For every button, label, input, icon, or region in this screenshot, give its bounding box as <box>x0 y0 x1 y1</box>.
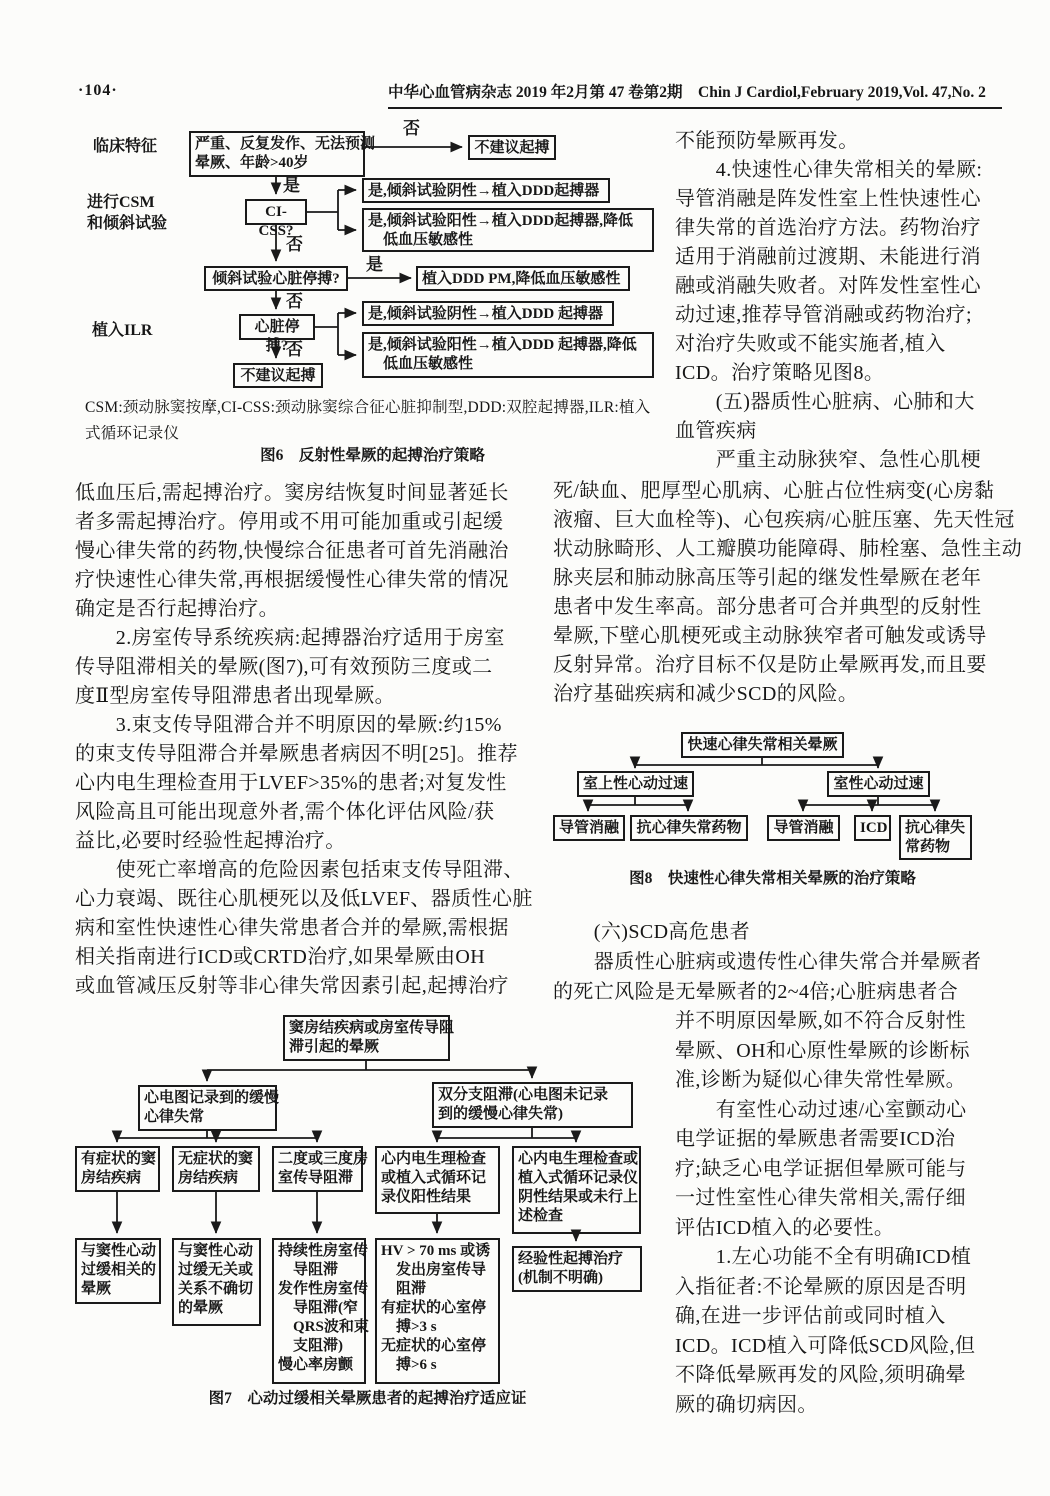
right-column-bottom-text <box>675 1007 993 1420</box>
right-column-line: 的死亡风险是无晕厥者的2~4倍;心脏病患者合 <box>553 981 959 1003</box>
fig7-node-hv70-line: 无症状的心室停 <box>381 1338 487 1354</box>
fig7-caption: 图7 心动过缓相关晕厥患者的起搏治疗适应证 <box>208 1390 527 1407</box>
left-column-line: 低血压后,需起搏治疗。窦房结恢复时间显著延长 <box>75 482 509 504</box>
right-column-line: 厥的确切病因。 <box>675 1393 818 1416</box>
fig6-edge-label-no2: 否 <box>286 235 303 254</box>
fig7-node-hv70-line: HV > 70 ms 或诱 <box>381 1243 491 1259</box>
fig7-node-eps-positive-line: 录仪阳性结果 <box>381 1189 472 1205</box>
fig6-row-label-clinical: 临床特征 <box>93 138 158 155</box>
fig7-node-bbb <box>432 1082 633 1128</box>
left-column-line: 病和室性快速性心律失常患者合并的晕厥,需根据 <box>75 917 509 939</box>
fig7-node-brady-unrelated-line: 的晕厥 <box>178 1300 224 1316</box>
right-column-line: 对治疗失败或不能实施者,植入 <box>675 333 946 355</box>
left-column-line: 相关指南进行ICD或CRTD治疗,如果晕厥由OH <box>75 946 486 968</box>
left-column-line: 传导阻滞相关的晕厥(图7),可有效预防三度或二 <box>75 656 493 678</box>
fig7-node-asymptomatic-snd-line: 无症状的窦 <box>178 1151 254 1167</box>
fig6-edge-label-no4: 否 <box>286 340 303 359</box>
fig7-node-eps-negative <box>512 1146 641 1234</box>
left-column-text <box>75 479 545 1001</box>
right-column-line: (五)器质性心脏病、心肺和大 <box>675 391 975 413</box>
fig6-node-tilt-positive-ddd-line: 是,倾斜试验阳性→植入DDD起搏器,降低 <box>368 213 633 229</box>
right-column-line: 律失常的首选治疗方法。药物治疗 <box>675 217 981 239</box>
fig6-node-start-line: 晕厥、年龄>40岁 <box>195 155 309 171</box>
fig7-node-brady-related <box>75 1238 161 1304</box>
right-column-line: 动过速,推荐导管消融或药物治疗; <box>675 304 972 326</box>
right-column-line: 晕厥,下壁心肌梗死或主动脉狭窄者可触发或诱导 <box>553 625 987 647</box>
fig7-node-bbb-line: 双分支阻滞(心电图未记录 <box>438 1087 608 1103</box>
fig6-node-cicss: CI-CSS? <box>245 199 307 225</box>
fig7-node-brady-unrelated-line: 关系不确切 <box>178 1281 254 1297</box>
right-column-line: 4.快速性心律失常相关的晕厥: <box>675 159 983 181</box>
left-column-line: 者多需起搏治疗。停用或不用可能加重或引起缓 <box>75 511 504 533</box>
fig8-node-vt-ablation: 导管消融 <box>767 815 840 841</box>
fig6-node-tilt-negative-ddd2: 是,倾斜试验阴性→植入DDD 起搏器 <box>362 301 614 326</box>
fig6-node-start <box>189 131 376 177</box>
left-column-line: 的束支传导阻滞合并晕厥患者病因不明[25]。推荐 <box>75 743 518 765</box>
fig7-node-brady-unrelated-line: 过缓无关或 <box>178 1262 254 1278</box>
fig7-node-brady-related-line: 与窦性心动 <box>81 1243 157 1259</box>
fig7-node-asymptomatic-snd-line: 房结疾病 <box>178 1170 239 1186</box>
fig7-node-eps-negative-line: 植入式循环记录仪 <box>518 1170 639 1186</box>
fig6-node-start-line: 严重、反复发作、无法预测 <box>195 136 376 152</box>
fig7-node-avb-degree-line: 二度或三度房 <box>278 1151 369 1167</box>
fig7-node-persistent-avb-line: 支阻滞) <box>278 1338 343 1354</box>
right-column-line: 状动脉畸形、人工瓣膜功能障碍、肺栓塞、急性主动 <box>553 538 1023 560</box>
right-column-line: 1.左心功能不全有明确ICD植 <box>675 1246 972 1268</box>
journal-header: 中华心血管病杂志 2019 年2月第 47 卷第2期 Chin J Cardiol,February 2019,Vol. 47,No. 2 <box>388 80 1002 109</box>
left-column-line: 3.束支传导阻滞合并不明原因的晕厥:约15% <box>75 714 502 736</box>
fig7-node-ecg-brady-line: 心律失常 <box>144 1109 205 1125</box>
fig7-node-hv70-line: 有症状的心室停 <box>381 1300 487 1316</box>
fig6-node-no-pacing-top: 不建议起搏 <box>468 135 556 160</box>
right-column-line: 治疗基础疾病和减少SCD的风险。 <box>553 683 859 705</box>
fig6-footnote-line: CSM:颈动脉窦按摩,CI-CSS:颈动脉窦综合征心脏抑制型,DDD:双腔起搏器,ILR:植入 <box>85 399 651 416</box>
fig7-node-asymptomatic-snd <box>172 1146 260 1192</box>
right-column-scd-text <box>553 917 993 1007</box>
fig7-node-root <box>283 1015 455 1061</box>
fig8-node-icd: ICD <box>854 815 891 841</box>
right-column-line: 液瘤、巨大血栓等)、心包疾病/心脏压塞、先天性冠 <box>553 509 1015 531</box>
fig7-node-empirical-pacing-line: 经验性起搏治疗 <box>518 1251 624 1267</box>
right-column-wide-text <box>553 477 1023 709</box>
fig6-row-label-csm-line1: 进行CSM <box>87 194 155 211</box>
fig7-node-brady-unrelated <box>172 1238 261 1326</box>
left-column-line: 益比,必要时经验性起搏治疗。 <box>75 830 346 852</box>
fig8-node-vt-drugs <box>899 815 972 860</box>
left-column-line: 确定是否行起搏治疗。 <box>75 598 279 620</box>
fig7-node-symptomatic-snd-line: 有症状的窦 <box>81 1151 157 1167</box>
fig7-node-brady-unrelated-line: 与窦性心动 <box>178 1243 254 1259</box>
right-column-line: 入指征者:不论晕厥的原因是否明 <box>675 1275 967 1298</box>
left-column-line: 2.房室传导系统疾病:起搏器治疗适用于房室 <box>75 627 505 649</box>
fig7-node-root-line: 滞引起的晕厥 <box>289 1039 380 1055</box>
left-column-line: 心力衰竭、既往心肌梗死以及低LVEF、器质性心脏 <box>75 888 533 910</box>
right-column-line: 电学证据的晕厥患者需要ICD治 <box>675 1128 956 1150</box>
right-column-line: 确,在进一步评估前或同时植入 <box>675 1305 946 1327</box>
fig6-edge-label-no1: 否 <box>403 119 420 138</box>
fig6-footnote <box>85 395 665 447</box>
fig7-node-eps-positive <box>375 1146 500 1214</box>
fig7-node-avb-degree-line: 室传导阻滞 <box>278 1170 354 1186</box>
right-column-line: 脉夹层和肺动脉高压等引起的继发性晕厥在老年 <box>553 567 982 589</box>
fig7-node-hv70-line: 搏>3 s <box>381 1319 437 1335</box>
page-number: ·104· <box>78 82 118 99</box>
fig6-edge-label-yes2: 是 <box>366 255 383 274</box>
right-column-line: 并不明原因晕厥,如不符合反射性 <box>675 1010 966 1032</box>
fig8-node-vt-drugs-line: 常药物 <box>905 839 951 855</box>
right-column-line: 有室性心动过速/心室颤动心 <box>675 1098 967 1121</box>
fig7-node-bbb-line: 到的缓慢心律失常) <box>438 1106 563 1122</box>
fig7-node-persistent-avb-line: 导阻滞(窄 <box>278 1300 358 1316</box>
fig6-edge-label-no3: 否 <box>286 292 303 311</box>
fig8-node-vt-drugs-line: 抗心律失 <box>905 820 966 836</box>
fig7-node-eps-negative-line: 心内电生理检查或 <box>518 1151 639 1167</box>
left-column-line: 度Ⅱ型房室传导阻滞患者出现晕厥。 <box>75 685 395 707</box>
left-column-line: 使死亡率增高的危险因素包括束支传导阻滞、 <box>75 859 524 881</box>
fig7-node-eps-negative-line: 阴性结果或未行上 <box>518 1189 639 1205</box>
fig8-node-svt-drugs: 抗心律失常药物 <box>630 815 748 841</box>
fig7-node-hv70-line: 阻滞 <box>381 1281 427 1297</box>
right-column-line: 反射异常。治疗目标不仅是防止晕厥再发,而且要 <box>553 654 987 676</box>
fig7-node-eps-negative-line: 述检查 <box>518 1208 564 1224</box>
fig6-row-label-csm-line2: 和倾斜试验 <box>87 215 168 232</box>
fig7-node-persistent-avb-line: 导阻滞 <box>278 1262 339 1278</box>
fig6-footnote-line: 式循环记录仪 <box>85 425 180 442</box>
right-column-line: 评估ICD植入的必要性。 <box>675 1216 895 1239</box>
fig7-node-hv70-line: 发出房室传导 <box>381 1262 487 1278</box>
right-column-line: ICD。ICD植入可降低SCD风险,但 <box>675 1334 976 1357</box>
left-column-line: 慢心律失常的药物,快慢综合征患者可首先消融治 <box>75 540 509 562</box>
fig7-node-brady-related-line: 过缓相关的 <box>81 1262 157 1278</box>
right-column-line: 患者中发生率高。部分患者可合并典型的反射性 <box>553 596 982 618</box>
fig7-node-symptomatic-snd <box>75 1146 160 1192</box>
left-column-line: 心内电生理检查用于LVEF>35%的患者;对复发性 <box>75 772 507 794</box>
left-column-line: 风险高且可能出现意外者,需个体化评估风险/获 <box>75 801 495 823</box>
right-column-line: 疗;缺乏心电学证据但晕厥可能与 <box>675 1157 967 1180</box>
right-column-line: 血管疾病 <box>675 420 757 442</box>
fig7-node-hv70 <box>375 1238 500 1384</box>
fig7-node-ecg-brady <box>138 1085 280 1131</box>
fig7-node-brady-related-line: 晕厥 <box>81 1281 112 1297</box>
fig7-node-persistent-avb-line: QRS波和束 <box>278 1319 369 1335</box>
right-column-line: 一过性室性心律失常相关,需仔细 <box>675 1187 966 1209</box>
fig6-node-arrest: 心脏停搏? <box>239 314 315 340</box>
right-column-line: 不降低晕厥再发的风险,须明确晕 <box>675 1364 966 1386</box>
fig6-node-tilt-negative-ddd: 是,倾斜试验阴性→植入DDD起搏器 <box>362 178 610 203</box>
fig8-caption: 图8 快速性心律失常相关晕厥的治疗策略 <box>629 870 916 887</box>
right-column-line: 准,诊断为疑似心律失常性晕厥。 <box>675 1069 966 1091</box>
right-column-line: 适用于消融前过渡期、未能进行消 <box>675 246 981 268</box>
fig6-node-tilt-positive-ddd-line: 低血压敏感性 <box>368 232 474 248</box>
fig6-node-ddd-pm: 植入DDD PM,降低血压敏感性 <box>416 266 630 291</box>
right-column-top-text <box>675 127 993 475</box>
fig7-node-symptomatic-snd-line: 房结疾病 <box>81 1170 142 1186</box>
right-column-line: ICD。治疗策略见图8。 <box>675 362 885 384</box>
fig7-node-root-line: 窦房结疾病或房室传导阻 <box>289 1020 455 1036</box>
fig8-node-svt: 室上性心动过速 <box>577 771 694 797</box>
fig8-node-vt: 室性心动过速 <box>827 771 930 797</box>
fig6-edge-label-yes1: 是 <box>283 176 300 195</box>
right-column-line: (六)SCD高危患者 <box>553 921 751 943</box>
fig7-node-persistent-avb <box>272 1238 369 1384</box>
fig7-node-persistent-avb-line: 持续性房室传 <box>278 1243 369 1259</box>
fig7-node-persistent-avb-line: 慢心率房颤 <box>278 1357 354 1373</box>
right-column-line: 融或消融失败者。对阵发性室性心 <box>675 275 981 297</box>
fig6-node-tilt-positive-ddd2-line: 是,倾斜试验阳性→植入DDD 起搏器,降低 <box>368 337 637 353</box>
right-column-line: 器质性心脏病或遗传性心律失常合并晕厥者 <box>553 951 982 973</box>
fig6-caption: 图6 反射性晕厥的起搏治疗策略 <box>260 447 485 464</box>
left-column-line: 疗快速性心律失常,再根据缓慢性心律失常的情况 <box>75 569 509 591</box>
fig7-node-avb-degree <box>272 1146 369 1192</box>
right-column-line: 严重主动脉狭窄、急性心肌梗 <box>675 449 981 471</box>
fig8-node-svt-ablation: 导管消融 <box>553 815 625 841</box>
right-column-line: 不能预防晕厥再发。 <box>675 130 859 152</box>
fig7-node-empirical-pacing-line: (机制不明确) <box>518 1270 603 1286</box>
right-column-line: 死/缺血、肥厚型心肌病、心脏占位性病变(心房黏 <box>553 480 995 502</box>
left-column-line: 或血管减压反射等非心律失常因素引起,起搏治疗 <box>75 975 509 997</box>
fig6-node-tilt-positive-ddd2 <box>362 332 654 378</box>
right-column-line: 晕厥、OH和心原性晕厥的诊断标 <box>675 1039 970 1062</box>
fig6-node-tilt-positive-ddd2-line: 低血压敏感性 <box>368 356 474 372</box>
fig7-node-eps-positive-line: 心内电生理检查 <box>381 1151 487 1167</box>
fig6-row-label-ilr: 植入ILR <box>92 322 153 339</box>
fig8-node-root: 快速心律失常相关晕厥 <box>681 732 844 758</box>
fig7-node-empirical-pacing <box>512 1246 642 1292</box>
fig6-node-no-pacing-bottom: 不建议起搏 <box>233 363 323 388</box>
fig6-node-tilt-positive-ddd <box>362 208 654 252</box>
fig7-node-eps-positive-line: 或植入式循环记 <box>381 1170 487 1186</box>
right-column-line: 导管消融是阵发性室上性快速性心 <box>675 188 981 210</box>
fig7-node-hv70-line: 搏>6 s <box>381 1357 437 1373</box>
fig6-node-tilt-arrest: 倾斜试验心脏停搏? <box>204 266 348 291</box>
fig7-node-persistent-avb-line: 发作性房室传 <box>278 1281 369 1297</box>
fig7-node-ecg-brady-line: 心电图记录到的缓慢 <box>144 1090 280 1106</box>
